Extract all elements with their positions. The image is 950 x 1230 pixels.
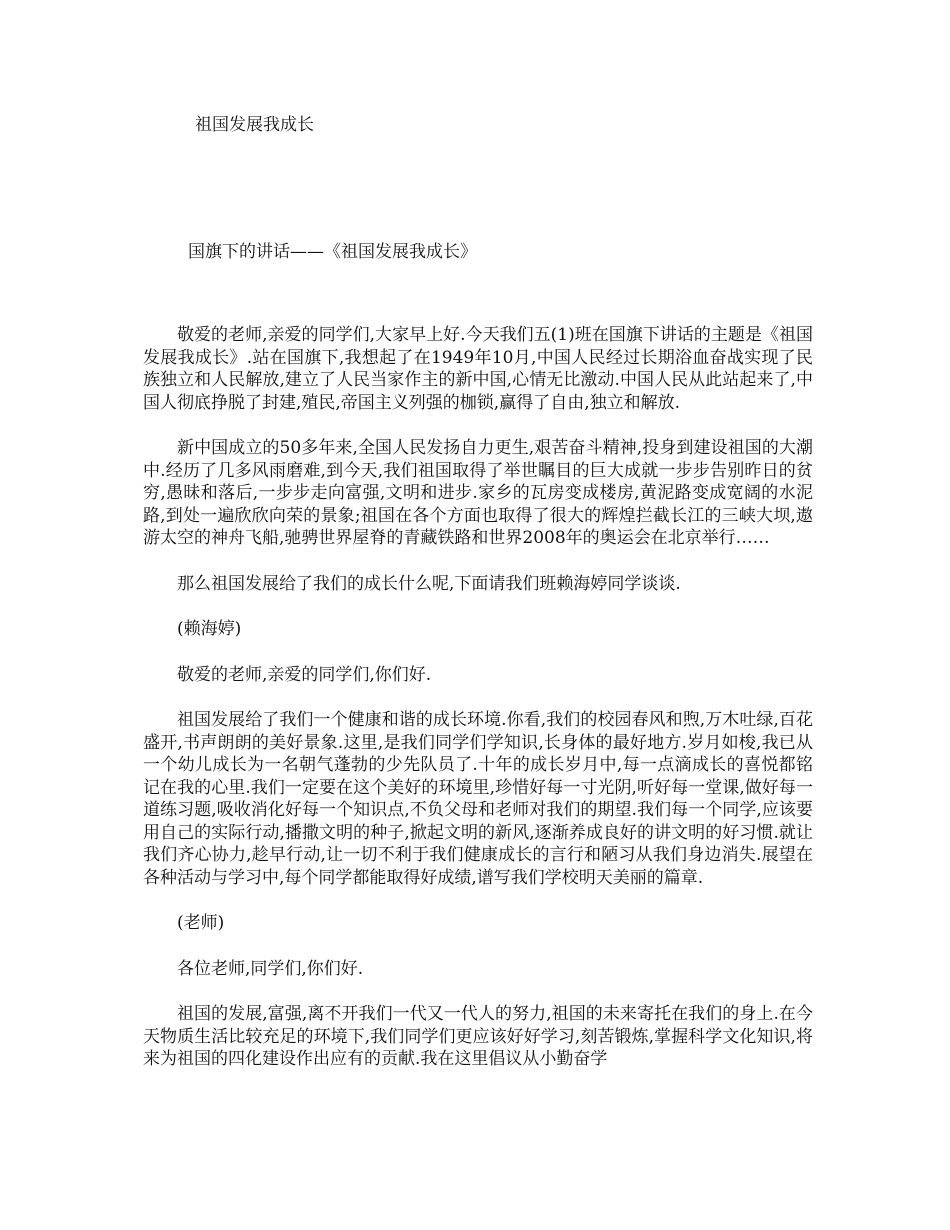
speaker-label-student: (赖海婷)	[177, 619, 242, 639]
speaker-label-teacher: (老师)	[177, 913, 225, 933]
paragraph-new-china: 新中国成立的50多年来,全国人民发扬自力更生,艰苦奋斗精神,投身到建设祖国的大潮中.经历了几多风雨磨难,到今天,我们祖国取得了举世瞩目的巨大成就一步步告别昨日的贫穷,愚昧和落后,一步步走向富强,文明和进步.家乡的瓦房变成楼房,黄泥路变成宽阔的水泥路,到处一遍欣欣向荣的景象;祖国在各个方面也取得了很大的辉煌拦截长江的三峡大坝,遨游太空的神舟飞船,驰骋世界屋脊的青藏铁路和世界2008年的奥运会在北京举行……	[143, 438, 813, 548]
paragraph-greeting-intro: 敬爱的老师,亲爱的同学们,大家早上好.今天我们五(1)班在国旗下讲话的主题是《祖国发展我成长》.站在国旗下,我想起了在1949年10月,中国人民经过长期浴血奋战实现了民族独立和人民解放,建立了人民当家作主的新中国,心情无比激动.中国人民从此站起来了,中国人彻底挣脱了封建,殖民,帝国主义列强的枷锁,赢得了自由,独立和解放.	[143, 325, 813, 413]
paragraph-teacher-greeting: 各位老师,同学们,你们好.	[177, 958, 364, 979]
document-title: 祖国发展我成长	[195, 115, 314, 135]
document-subtitle: 国旗下的讲话——《祖国发展我成长》	[188, 242, 477, 262]
paragraph-student-speech: 祖国发展给了我们一个健康和谐的成长环境.你看,我们的校园春风和煦,万木吐绿,百花盛开,书声朗朗的美好景象.这里,是我们同学们学知识,长身体的最好地方.岁月如梭,我已从一个幼儿成长为一名朝气蓬勃的少先队员了.十年的成长岁月中,每一点滴成长的喜悦都铭记在我的心里.我们一定要在这个美好的环境里,珍惜好每一寸光阴,听好每一堂课,做好每一道练习题,吸收消化好每一个知识点,不负父母和老师对我们的期望.我们每一个同学,应该要用自己的实际行动,播撒文明的种子,掀起文明的新风,逐渐养成良好的讲文明的好习惯.就让我们齐心协力,趁早行动,让一切不利于我们健康成长的言行和陋习从我们身边消失.展望在各种活动与学习中,每个同学都能取得好成绩,谱写我们学校明天美丽的篇章.	[143, 710, 813, 888]
paragraph-transition: 那么祖国发展给了我们的成长什么呢,下面请我们班赖海婷同学谈谈.	[177, 573, 681, 594]
paragraph-student-greeting: 敬爱的老师,亲爱的同学们,你们好.	[177, 664, 432, 685]
document-body	[143, 324, 813, 1094]
paragraph-teacher-speech: 祖国的发展,富强,离不开我们一代又一代人的努力,祖国的未来寄托在我们的身上.在今天物质生活比较充足的环境下,我们同学们更应该好好学习,刻苦锻炼,掌握科学文化知识,将来为祖国的四化建设作出应有的贡献.我在这里倡议从小勤奋学	[143, 1004, 813, 1069]
